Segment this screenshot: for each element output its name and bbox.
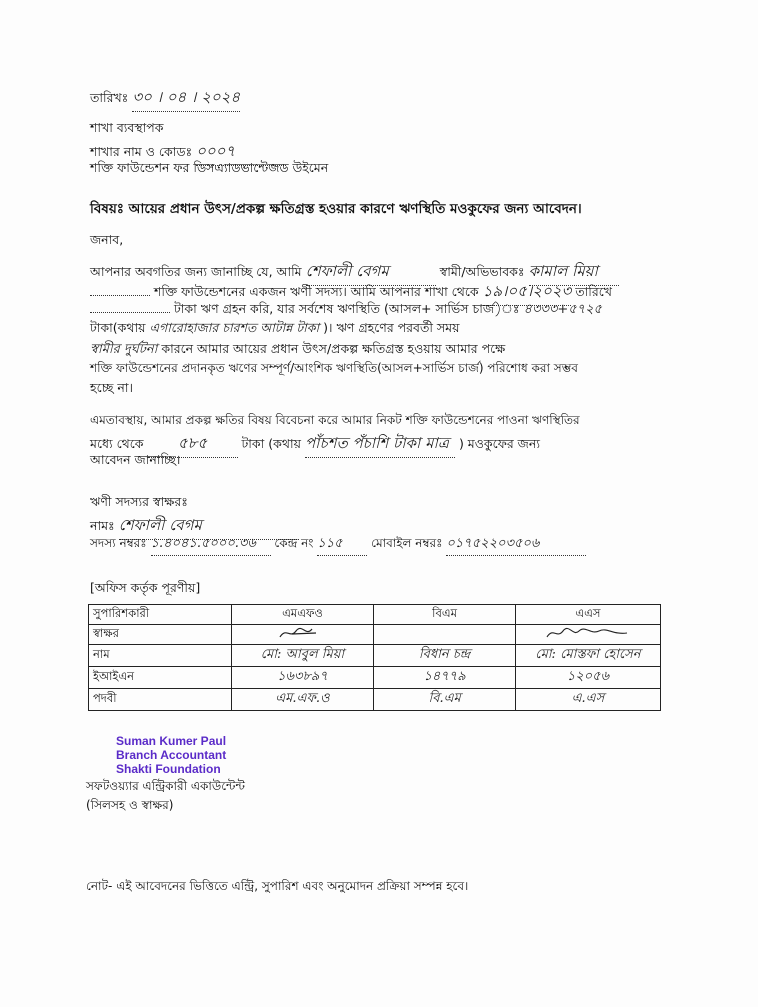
date-value: ৩০ । ০৪ । ২০২৪ xyxy=(132,86,240,112)
body-text: শক্তি ফাউন্ডেশনের একজন ঋণী সদস্য। আমি আপনার শাখা থেকে xyxy=(153,284,479,299)
mobile-label: মোবাইল নম্বরঃ xyxy=(371,536,443,550)
name-mfo: মো: আবুল মিয়া xyxy=(231,645,374,667)
body-text: টাকা(কথায় xyxy=(90,320,146,335)
ein-bm: ১৪৭৭৯ xyxy=(374,667,515,689)
body-text: টাকা (কথায় xyxy=(241,436,301,451)
signature-as xyxy=(515,625,660,645)
waive-amount-written: ৫৮৫ xyxy=(148,432,238,458)
loan-date-written: ১৯।০৫।২০২৩ xyxy=(483,280,572,306)
blank-field xyxy=(90,312,170,313)
member-name-written: শেফালী বেগম xyxy=(306,260,436,286)
designation-mfo: এম.এফ.ও xyxy=(231,689,374,711)
body-text: ) মওকুফের জন্য xyxy=(458,436,540,451)
body-text: স্বামী/অভিভাবকঃ xyxy=(439,264,525,279)
member-name-label: নামঃ xyxy=(90,518,115,533)
branch-label: শাখার নাম ও কোডঃ xyxy=(90,144,193,159)
signature-bm xyxy=(374,625,515,645)
body-line-10: আবেদন জানাচ্ছি। xyxy=(90,452,181,467)
body-text: কারনে আমার আয়ের প্রধান উৎস/প্রকল্প ক্ষতিগ্রস্ত হওয়ায় আমার পক্ষে xyxy=(161,341,506,356)
table-row xyxy=(89,625,661,645)
row-label: পদবী xyxy=(89,689,232,711)
stamp-line: Suman Kumer Paul xyxy=(116,734,227,748)
member-ids-line xyxy=(90,534,586,556)
body-line-4 xyxy=(90,320,459,340)
stamp-line: Shakti Foundation xyxy=(116,762,221,776)
name-as: মো: মোস্তফা হোসেন xyxy=(515,645,660,667)
balance-written: ৪৩৩৩+৫৭২৫ xyxy=(523,302,602,317)
body-text: আপনার অবগতির জন্য জানাচ্ছি যে, আমি xyxy=(90,264,302,279)
accountant-stamp xyxy=(116,734,226,776)
accountant-line1: সফটওয়্যার এন্ট্রিকারী একাউন্টেন্ট xyxy=(86,779,245,793)
row-label: নাম xyxy=(89,645,232,667)
date-line xyxy=(90,86,240,112)
member-no-label: সদস্য নম্বরঃ xyxy=(90,536,147,550)
accountant-line2: (সিলসহ ও স্বাক্ষর) xyxy=(86,798,174,812)
designation-bm: বি.এম xyxy=(374,689,515,711)
waive-words-written: পাঁচশত পঁচাশি টাকা মাত্র xyxy=(305,432,455,458)
footer-note: নোট- এই আবেদনের ভিত্তিতে এন্ট্রি, সুপারিশ এবং অনুমোদন প্রক্রিয়া সম্পন্ন হবে। xyxy=(86,879,469,893)
row-label: ইআইএন xyxy=(89,667,232,689)
office-heading: [অফিস কর্তৃক পূরণীয়] xyxy=(90,580,201,595)
body-text: মধ্যে থেকে xyxy=(90,436,144,451)
member-sign-label: ঋণী সদস্যর স্বাক্ষরঃ xyxy=(90,494,188,509)
body-line-6: শক্তি ফাউন্ডেশনের প্রদানকৃত ঋণের সম্পূর্ণ/আংশিক ঋণস্থিতি(আসল+সার্ভিস চার্জ) পরিশোধ করা সম্ভব xyxy=(90,361,578,375)
table-header-row xyxy=(89,605,661,625)
center-value: ১১৫ xyxy=(317,534,367,556)
mobile-value: ০১৭৫২২০৩৫০৬ xyxy=(446,534,586,556)
center-label: কেন্দ্র নং xyxy=(274,536,314,550)
table-header-cell: এমএফও xyxy=(231,605,374,625)
office-signature-table xyxy=(88,604,661,711)
reason-written: স্বামীর দুর্ঘটনা xyxy=(90,342,158,357)
salutation: জনাব, xyxy=(90,232,124,247)
body-line-7: হচ্ছে না। xyxy=(90,380,133,395)
ein-mfo: ১৬৩৮৯৭ xyxy=(231,667,374,689)
body-text: )। ঋণ গ্রহণের পরবর্তী সময় xyxy=(323,320,460,335)
table-header-cell: সুপারিশকারী xyxy=(89,605,232,625)
member-name-value: শেফালী বেগম xyxy=(119,514,299,540)
body-text: টাকা ঋণ গ্রহন করি, যার সর্বশেষ ঋণস্থিতি (আসল+ সার্ভিস চার্জ)ঃ xyxy=(173,301,520,316)
subject-line: বিষয়ঃ আয়ের প্রধান উৎস/প্রকল্প ক্ষতিগ্রস্ত হওয়ার কারণে ঋণস্থিতি মওকুফের জন্য আবেদন। xyxy=(90,201,582,217)
table-header-cell: এএস xyxy=(515,605,660,625)
designation-as: এ.এস xyxy=(515,689,660,711)
balance-words-written: এগারোহাজার চারশত আটান্ন টাকা xyxy=(149,320,320,335)
body-text: তারিখে xyxy=(575,284,612,299)
table-row xyxy=(89,645,661,667)
date-label: তারিখঃ xyxy=(90,90,129,105)
branch-code: ০০০৭ xyxy=(196,140,286,166)
name-bm: বিধান চন্দ্র xyxy=(374,645,515,667)
table-row xyxy=(89,667,661,689)
row-label: স্বাক্ষর xyxy=(89,625,232,645)
blank-field xyxy=(90,295,150,296)
body-line-3 xyxy=(90,300,602,321)
signature-mfo xyxy=(231,625,374,645)
table-header-cell: বিএম xyxy=(374,605,515,625)
guardian-written: কামাল মিয়া xyxy=(529,260,619,286)
ein-as: ১২০৫৬ xyxy=(515,667,660,689)
member-no-value: ১.৪০৪১.৫০০০.৩৬ xyxy=(151,534,271,556)
body-line-8: এমতাবস্থায়, আমার প্রকল্প ক্ষতির বিষয় বিবেচনা করে আমার নিকট শক্তি ফাউন্ডেশনের পাওনা ঋণস্থিতির xyxy=(90,413,580,427)
body-line-5 xyxy=(90,340,505,361)
addressee-line1: শাখা ব্যবস্থাপক xyxy=(90,120,164,135)
table-row xyxy=(89,689,661,711)
stamp-line: Branch Accountant xyxy=(116,748,227,762)
addressee-line3: শক্তি ফাউন্ডেশন ফর ডিসএ্যাডভান্টেজড উইমেন xyxy=(90,160,329,175)
